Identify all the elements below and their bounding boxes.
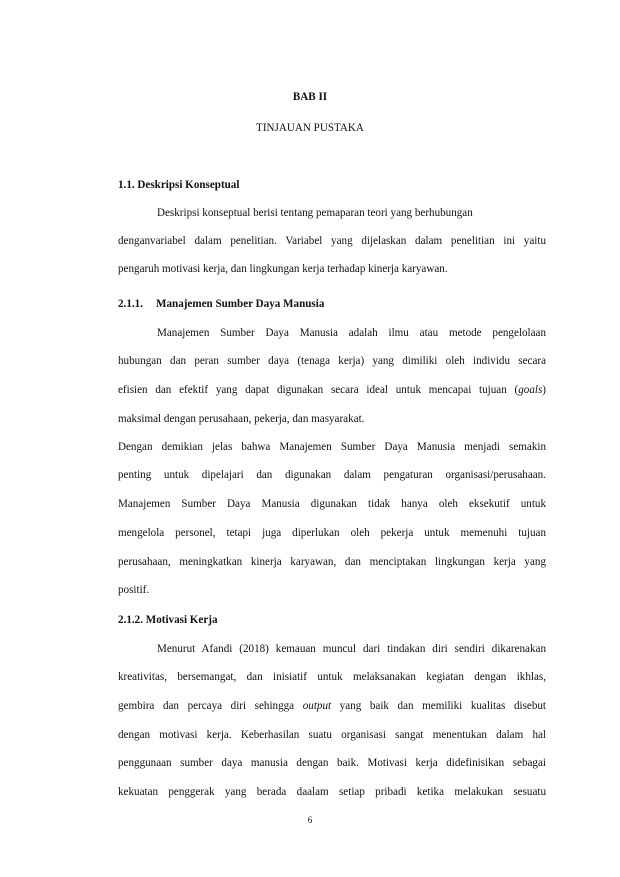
chapter-title: TINJAUAN PUSTAKA [256,122,364,134]
paragraph-line: penting untuk dipelajari dan digunakan dalam pengaturan organisasi/perusahaan. [118,469,546,481]
paragraph-line: mengelola personel, tetapi juga diperlukan oleh pekerja untuk memenuhi tujuan [118,527,546,539]
paragraph-line: kreativitas, bersemangat, dan inisiatif untuk melaksanakan kegiatan dengan ikhlas, [118,671,546,683]
paragraph-line [118,699,546,713]
italic-term: output [302,700,332,712]
section-title: Manajemen Sumber Daya Manusia [156,298,325,310]
paragraph-line: maksimal dengan perusahaan, pekerja, dan masyarakat. [118,413,365,425]
paragraph-line: pengaruh motivasi kerja, dan lingkungan kerja terhadap kinerja karyawan. [118,263,448,275]
italic-term: goals [518,384,543,396]
paragraph-line: hubungan dan peran sumber daya (tenaga kerja) yang dimiliki oleh individu secara [118,355,546,367]
section-2-1-1-heading [118,297,324,311]
paragraph-line: positif. [118,584,150,596]
paragraph-line: penggunaan sumber daya manusia dengan baik. Motivasi kerja didefinisikan sebagai [118,757,546,769]
paragraph-line: Manajemen Sumber Daya Manusia digunakan tidak hanya oleh eksekutif untuk [118,498,546,510]
paragraph-line: Menurut Afandi (2018) kemauan muncul dari tindakan diri sendiri dikarenakan [157,643,546,655]
paragraph-line: dengan motivasi kerja. Keberhasilan suatu organisasi sangat menentukan dalam hal [118,729,546,741]
text-run: yang baik dan memiliki kualitas disebut [331,700,546,712]
chapter-label: BAB II [292,91,328,103]
section-2-1-2-heading: 2.1.2. Motivasi Kerja [118,614,218,626]
paragraph-line: kekuatan penggerak yang berada daalam setiap pribadi ketika melakukan sesuatu [118,786,546,798]
section-1-1-heading: 1.1. Deskripsi Konseptual [118,179,240,191]
paragraph-line: Deskripsi konseptual berisi tentang pemaparan teori yang berhubungan [157,207,473,219]
paragraph-line: denganvariabel dalam penelitian. Variabel yang dijelaskan dalam penelitian ini yaitu [118,235,546,247]
section-number: 2.1.1. [118,298,143,310]
text-run: ) [542,384,546,396]
text-run: gembira dan percaya diri sehingga [118,700,303,712]
paragraph-line: Dengan demikian jelas bahwa Manajemen Sumber Daya Manusia menjadi semakin [118,441,546,453]
paragraph-line [118,383,546,397]
paragraph-line: perusahaan, meningkatkan kinerja karyawan, dan menciptakan lingkungan kerja yang [118,556,546,568]
text-run: efisien dan efektif yang dapat digunakan secara ideal untuk mencapai tujuan ( [118,384,519,396]
page-number: 6 [307,815,313,825]
paragraph-line: Manajemen Sumber Daya Manusia adalah ilmu atau metode pengelolaan [157,327,546,339]
